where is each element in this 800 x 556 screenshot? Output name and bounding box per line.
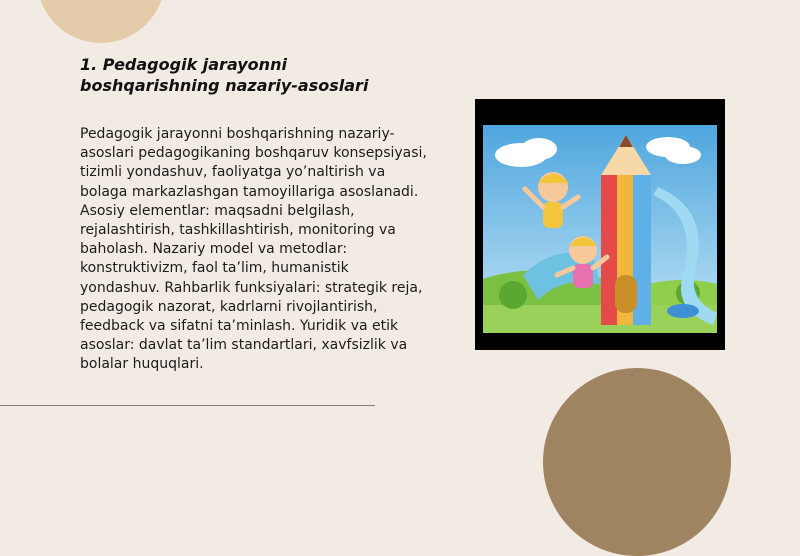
illustration-frame <box>475 99 725 350</box>
divider-line <box>0 405 375 406</box>
decorative-circle-top <box>37 0 165 43</box>
decorative-circle-bottom <box>543 368 731 556</box>
slide-body-text: Pedagogik jarayonni boshqarishning nazariy-asoslari pedagogikaning boshqaruv konsepsiyasi, tizimli yondashuv, faoliyatga yo’naltirish va bolaga markazlashgan tamoyillariga asoslanadi. Asosiy elementlar: maqsadni belgilash, rejalashtirish, tashkillashtirish, monitoring va baholash. Nazariy model va metodlar: konstruktivizm, faol ta’lim, humanistik yondashuv. Rahbarlik funksiyalari: strategik reja, pedagogik nazorat, kadrlarni rivojlantirish, feedback va sifatni ta’minlash. Yuridik va etik asoslar: davlat ta’lim standartlari, xavfsizlik va bolalar huquqlari. <box>80 126 427 373</box>
slide-title: 1. Pedagogik jarayonni boshqarishning nazariy-asoslari <box>80 55 369 95</box>
children-playing-illustration-icon <box>483 125 717 333</box>
